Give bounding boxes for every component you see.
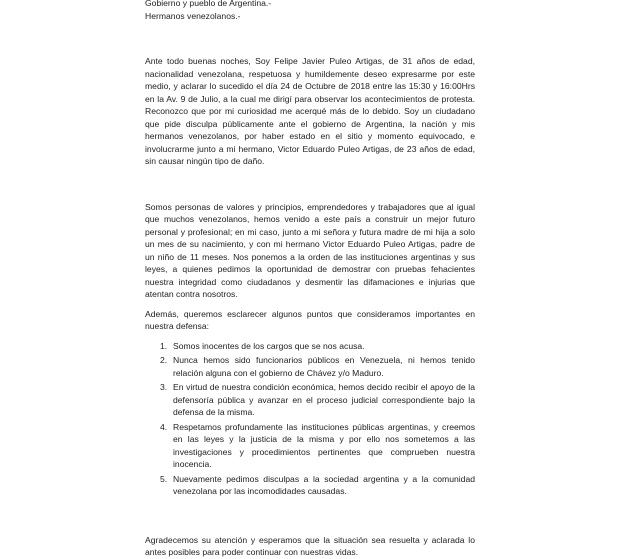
spacer [145, 301, 475, 308]
list-item [160, 340, 475, 353]
paragraph-closing: Agradecemos su atención y esperamos que la situación sea resuelta y aclarada lo antes posibles para poder continuar con nuestras vidas. [145, 534, 475, 557]
list-item [160, 381, 475, 419]
spacer [145, 333, 475, 340]
address-line-venezuelans: Hermanos venezolanos.- [145, 10, 241, 21]
list-item-number: 4. [160, 421, 168, 432]
list-item-text: Nuevamente pedimos disculpas a la sociedad argentina y a la comunidad venezolana por las incomodidades causadas. [173, 473, 475, 496]
list-item-text: Respetamos profundamente las instituciones públicas argentinas, y creemos en las leyes y la justicia de la misma y por ello nos sometemos a las investigaciones y procedimientos pertinentes que comprueben nuestra inocencia. [173, 421, 475, 469]
address-line-government: Gobierno y pueblo de Argentina.- [145, 0, 272, 8]
spacer [145, 498, 475, 534]
spacer [145, 168, 475, 201]
letter-body [145, 0, 475, 559]
list-item-text: En virtud de nuestra condición económica, hemos decido recibir el apoyo de la defensoría pública y avanzar en el proceso judicial correspondiente bajo la defensa de la misma. [173, 382, 475, 417]
list-item [160, 473, 475, 498]
list-item-text: Somos inocentes de los cargos que se nos acusa. [173, 340, 365, 351]
spacer [145, 22, 475, 55]
list-item-text: Nunca hemos sido funcionarios públicos en Venezuela, ni hemos tenido relación alguna con el gobierno de Chávez y/o Maduro. [173, 355, 475, 378]
list-item-number: 2. [160, 355, 168, 365]
list-item-number: 5. [160, 473, 168, 484]
list-item [160, 421, 475, 471]
paragraph-defense-intro: Además, queremos esclarecer algunos puntos que consideramos importantes en nuestra defensa: [145, 308, 475, 331]
list-item-number: 3. [160, 382, 168, 392]
defense-points-list [145, 340, 475, 498]
paragraph-apology: Ante todo buenas noches, Soy Felipe Javier Puleo Artigas, de 31 años de edad, nacionalidad venezolana, respetuosa y humildemente deseo expresarme por este medio, y aclarar lo sucedido el día 24 de Octubre de 2018 entre las 15:30 y 16:00Hrs en la Av. 9 de Julio, a la cual me dirigí para observar los acontecimientos de protesta. Reconozco que por mi curiosidad me acerqué más de lo debido. Soy un ciudadano que pide disculpa públicamente ante el gobierno de Argentina, la nación y mis hermanos venezolanos, por haber estado en el sitio y momento equivocado, e involucrarme junto a mi hermano, Victor Eduardo Puleo Artigas, de 23 años de edad, sin causar ningún tipo de daño. [145, 56, 475, 166]
list-item-number: 1. [160, 340, 168, 351]
list-item [160, 354, 475, 379]
paragraph-values: Somos personas de valores y principios, emprendedores y trabajadores que al igual que muchos venezolanos, hemos venido a este país a construir un mejor futuro personal y profesional; en mi caso, junto a mi señora y futura madre de mi hija a solo un mes de su nacimiento, y con mi hermano Victor Eduardo Puleo Artigas, padre de un niño de 11 meses. Nos ponemos a la orden de las instituciones argentinas y sus leyes, a quienes pedimos la oportunidad de demostrar con pruebas fehacientes nuestra integridad como ciudadanos y desmentir las difamaciones e injurias que atentan contra nosotros. [145, 201, 475, 299]
